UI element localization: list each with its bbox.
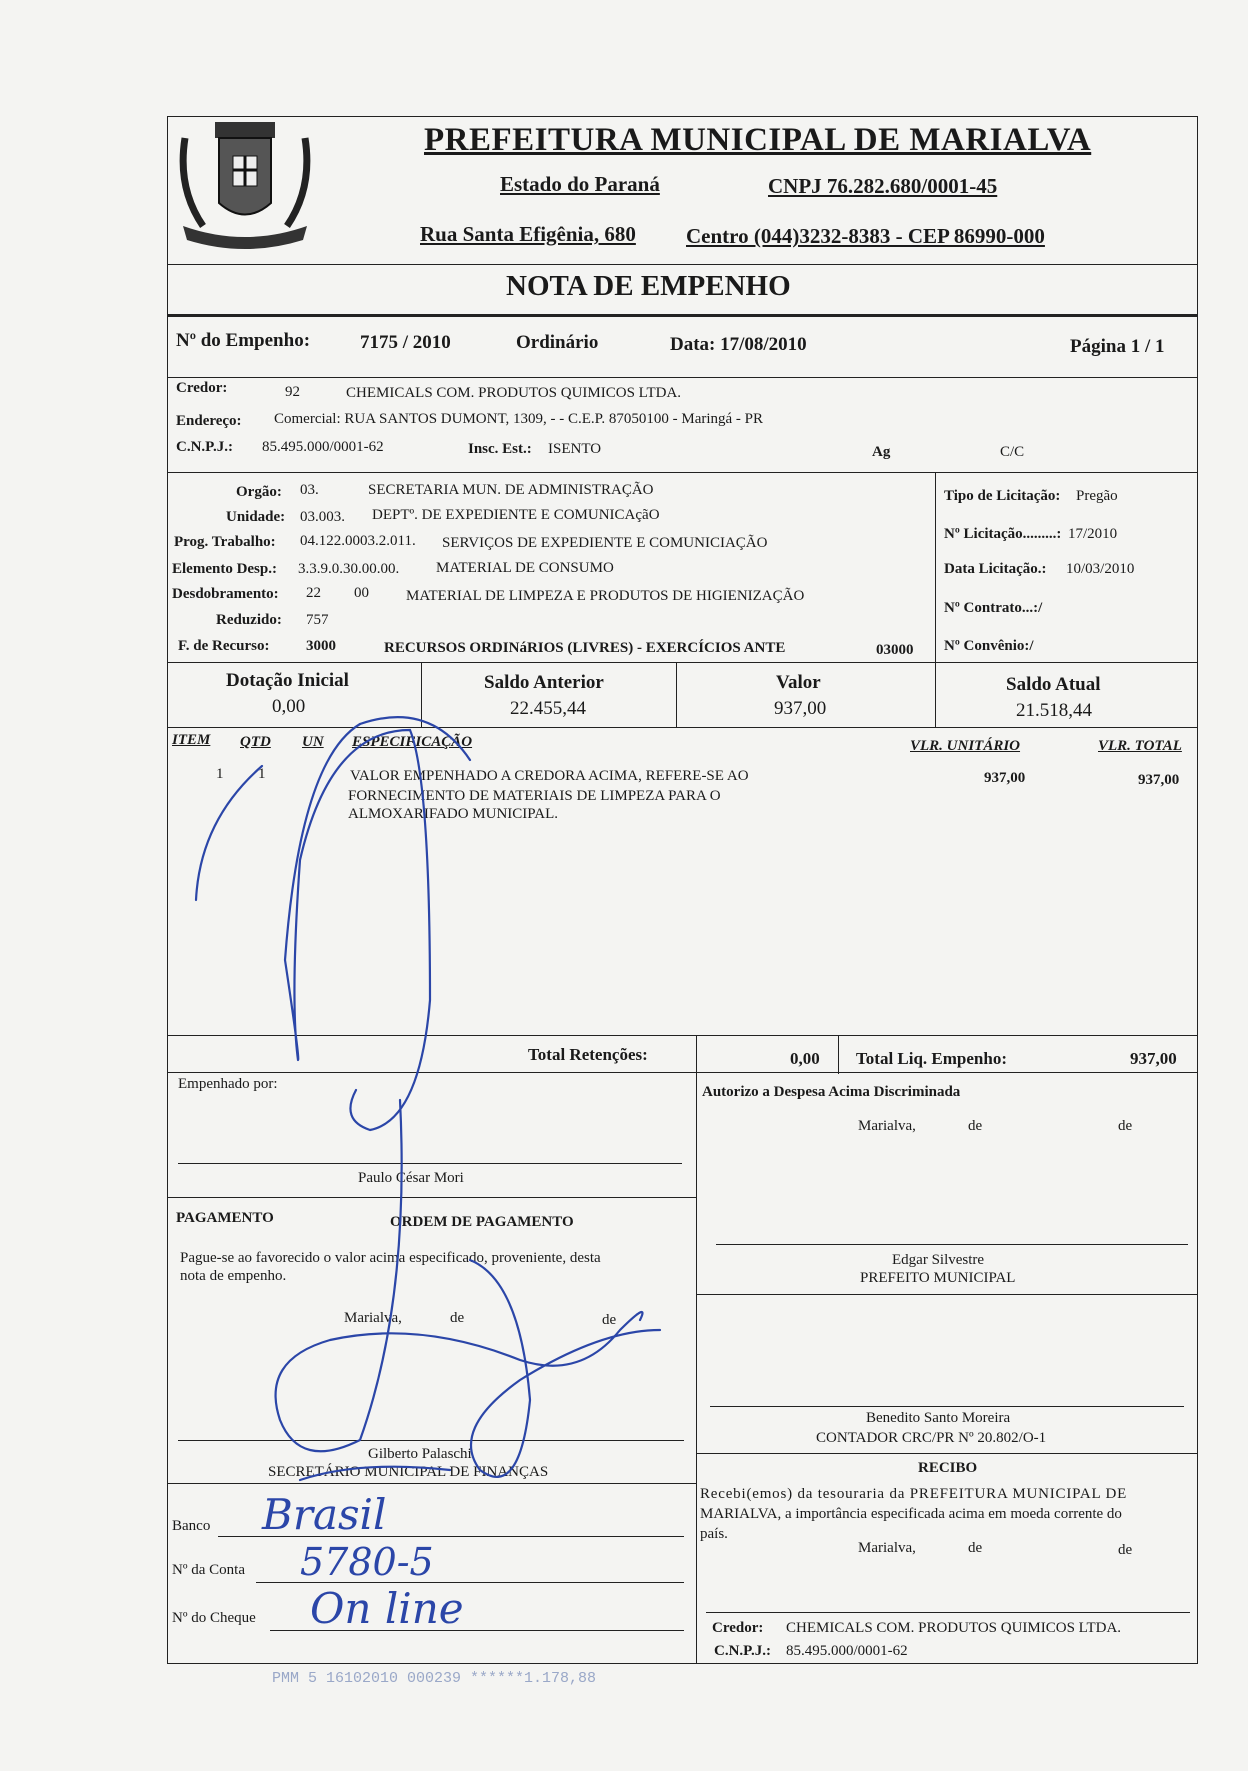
pagamento-de1: de bbox=[450, 1310, 465, 1326]
liquido-value: 937,00 bbox=[1130, 1049, 1177, 1068]
pagamento-de2: de bbox=[602, 1312, 617, 1328]
col-unit: VLR. UNITÁRIO bbox=[910, 738, 1021, 754]
recibo-credor-label: Credor: bbox=[712, 1620, 764, 1636]
unidade-label: Unidade: bbox=[226, 509, 286, 525]
prefeito-name: Edgar Silvestre bbox=[892, 1252, 985, 1268]
cheque-value: On line bbox=[310, 1584, 464, 1633]
recibo-place: Marialva, bbox=[858, 1540, 916, 1556]
col-qtd: QTD bbox=[240, 734, 271, 750]
ordem-label: ORDEM DE PAGAMENTO bbox=[390, 1214, 574, 1230]
pagamento-place: Marialva, bbox=[344, 1310, 402, 1326]
anterior-value: 22.455,44 bbox=[510, 698, 586, 719]
orgao-code: 03. bbox=[300, 482, 319, 498]
unidade-desc: DEPTº. DE EXPEDIENTE E COMUNICAçãO bbox=[372, 507, 660, 523]
col-un: UN bbox=[302, 734, 324, 750]
recibo-text1: Recebi(emos) da tesouraria da PREFEITURA MUNICIPAL DE bbox=[700, 1486, 1128, 1502]
empenho-number: 7175 / 2010 bbox=[360, 332, 451, 353]
licit-tipo-label: Tipo de Licitação: bbox=[944, 488, 1061, 504]
payment-stamp: PMM 5 16102010 000239 ******1.178,88 bbox=[272, 1670, 597, 1687]
col-esp: ESPECIFICAÇÃO bbox=[352, 734, 473, 750]
item-desc-line3: ALMOXARIFADO MUNICIPAL. bbox=[348, 806, 559, 822]
pagamento-text1: Pague-se ao favorecido o valor acima especificado, proveniente, desta bbox=[180, 1250, 601, 1266]
secretario-name: Gilberto Palaschi bbox=[368, 1446, 472, 1462]
unidade-code: 03.003. bbox=[300, 509, 345, 525]
credor-name: CHEMICALS COM. PRODUTOS QUIMICOS LTDA. bbox=[346, 385, 682, 401]
credor-cnpj: 85.495.000/0001-62 bbox=[262, 439, 384, 455]
fonte-desc: RECURSOS ORDINáRIOS (LIVRES) - EXERCÍCIOS ANTE bbox=[384, 640, 786, 656]
col-item: ITEM bbox=[172, 732, 211, 748]
atual-label: Saldo Atual bbox=[1006, 674, 1101, 695]
orgao-desc: SECRETARIA MUN. DE ADMINISTRAÇÃO bbox=[368, 482, 654, 498]
dotacao-label: Dotação Inicial bbox=[226, 670, 349, 691]
autorizo-place: Marialva, bbox=[858, 1118, 916, 1134]
desd-label: Desdobramento: bbox=[172, 586, 279, 602]
autorizo-de1: de bbox=[968, 1118, 983, 1134]
credor-address: Comercial: RUA SANTOS DUMONT, 1309, - - C.E.P. 87050100 - Maringá - PR bbox=[274, 411, 764, 427]
item-number: 1 bbox=[216, 766, 224, 782]
licit-data: 10/03/2010 bbox=[1066, 561, 1135, 577]
cc-label: C/C bbox=[1000, 444, 1025, 460]
header-cnpj: CNPJ 76.282.680/0001-45 bbox=[768, 174, 998, 198]
reduzido-label: Reduzido: bbox=[216, 612, 282, 628]
elem-code: 3.3.9.0.30.00.00. bbox=[298, 561, 400, 577]
licit-num: 17/2010 bbox=[1068, 526, 1118, 542]
elem-label: Elemento Desp.: bbox=[172, 561, 277, 577]
empenho-type: Ordinário bbox=[516, 332, 599, 353]
item-qtd: 1 bbox=[258, 766, 266, 782]
empenhado-name: Paulo César Mori bbox=[358, 1170, 464, 1186]
anterior-label: Saldo Anterior bbox=[484, 672, 604, 693]
valor-label: Valor bbox=[776, 672, 821, 693]
banco-label: Banco bbox=[172, 1518, 211, 1534]
insc-label: Insc. Est.: bbox=[468, 441, 532, 457]
pagamento-text2: nota de empenho. bbox=[180, 1268, 287, 1284]
insc-value: ISENTO bbox=[548, 441, 602, 457]
recibo-text3: país. bbox=[700, 1526, 728, 1542]
item-desc-line1: VALOR EMPENHADO A CREDORA ACIMA, REFERE-SE AO bbox=[350, 768, 749, 784]
empenhado-label: Empenhado por: bbox=[178, 1076, 278, 1092]
contrato: Nº Contrato...:/ bbox=[944, 600, 1043, 616]
dotacao-value: 0,00 bbox=[272, 696, 306, 717]
orgao-label: Orgão: bbox=[236, 484, 282, 500]
pagamento-label: PAGAMENTO bbox=[176, 1210, 274, 1226]
elem-desc: MATERIAL DE CONSUMO bbox=[436, 560, 614, 576]
prefeito-role: PREFEITO MUNICIPAL bbox=[860, 1270, 1016, 1286]
desd-sub: 00 bbox=[354, 585, 369, 601]
endereco-label: Endereço: bbox=[176, 413, 242, 429]
recibo-de1: de bbox=[968, 1540, 983, 1556]
prog-label: Prog. Trabalho: bbox=[174, 534, 276, 550]
recibo-cnpj-label: C.N.P.J.: bbox=[714, 1643, 771, 1659]
fonte-label: F. de Recurso: bbox=[178, 638, 270, 654]
empenho-label: Nº do Empenho: bbox=[176, 330, 311, 351]
prog-desc: SERVIÇOS DE EXPEDIENTE E COMUNICIAÇÃO bbox=[442, 535, 768, 551]
ag-label: Ag bbox=[872, 444, 891, 460]
recibo-de2: de bbox=[1118, 1542, 1133, 1558]
cheque-label: Nº do Cheque bbox=[172, 1610, 256, 1626]
header-address: Centro (044)3232-8383 - CEP 86990-000 bbox=[686, 224, 1045, 248]
header-street: Rua Santa Efigênia, 680 bbox=[420, 222, 636, 246]
licit-data-label: Data Licitação.: bbox=[944, 561, 1047, 577]
desd-desc: MATERIAL DE LIMPEZA E PRODUTOS DE HIGIENIZAÇÃO bbox=[406, 588, 805, 604]
recibo-cnpj: 85.495.000/0001-62 bbox=[786, 1643, 908, 1659]
cnpj-label: C.N.P.J.: bbox=[176, 439, 233, 455]
reduzido-code: 757 bbox=[306, 612, 329, 628]
valor-value: 937,00 bbox=[774, 698, 827, 719]
item-unit: 937,00 bbox=[984, 770, 1026, 786]
credor-label: Credor: bbox=[176, 380, 228, 396]
header-state: Estado do Paraná bbox=[500, 172, 660, 196]
item-desc-line2: FORNECIMENTO DE MATERIAIS DE LIMPEZA PARA O bbox=[348, 788, 721, 804]
retencoes-value: 0,00 bbox=[790, 1049, 820, 1068]
empenho-date: Data: 17/08/2010 bbox=[670, 334, 807, 355]
recibo-text2: MARIALVA, a importância especificada acima em moeda corrente do bbox=[700, 1506, 1122, 1522]
liquido-label: Total Liq. Empenho: bbox=[856, 1049, 1007, 1068]
recibo-title: RECIBO bbox=[918, 1460, 978, 1476]
contador-role: CONTADOR CRC/PR Nº 20.802/O-1 bbox=[816, 1430, 1047, 1446]
conta-label: Nº da Conta bbox=[172, 1562, 245, 1578]
convenio: Nº Convênio:/ bbox=[944, 638, 1034, 654]
col-total: VLR. TOTAL bbox=[1098, 738, 1182, 754]
doc-title: NOTA DE EMPENHO bbox=[506, 270, 791, 302]
licit-num-label: Nº Licitação.........: bbox=[944, 526, 1062, 542]
contador-name: Benedito Santo Moreira bbox=[866, 1410, 1011, 1426]
header-title: PREFEITURA MUNICIPAL DE MARIALVA bbox=[424, 122, 1092, 158]
prog-code: 04.122.0003.2.011. bbox=[300, 533, 416, 549]
autorizo-de2: de bbox=[1118, 1118, 1133, 1134]
recibo-credor: CHEMICALS COM. PRODUTOS QUIMICOS LTDA. bbox=[786, 1620, 1122, 1636]
fonte-num: 03000 bbox=[876, 642, 914, 658]
retencoes-label: Total Retenções: bbox=[528, 1045, 648, 1064]
credor-code: 92 bbox=[285, 384, 300, 400]
empenho-page: Página 1 / 1 bbox=[1070, 336, 1165, 357]
autorizo-label: Autorizo a Despesa Acima Discriminada bbox=[702, 1084, 961, 1100]
licit-tipo: Pregão bbox=[1076, 488, 1118, 504]
banco-value: Brasil bbox=[262, 1490, 387, 1539]
desd-code: 22 bbox=[306, 585, 321, 601]
fonte-code: 3000 bbox=[306, 638, 336, 654]
atual-value: 21.518,44 bbox=[1016, 700, 1092, 721]
municipal-seal bbox=[175, 108, 315, 258]
secretario-role: SECRETÁRIO MUNICIPAL DE FINANÇAS bbox=[268, 1464, 549, 1480]
item-total: 937,00 bbox=[1138, 772, 1180, 788]
conta-value: 5780-5 bbox=[300, 1540, 434, 1584]
